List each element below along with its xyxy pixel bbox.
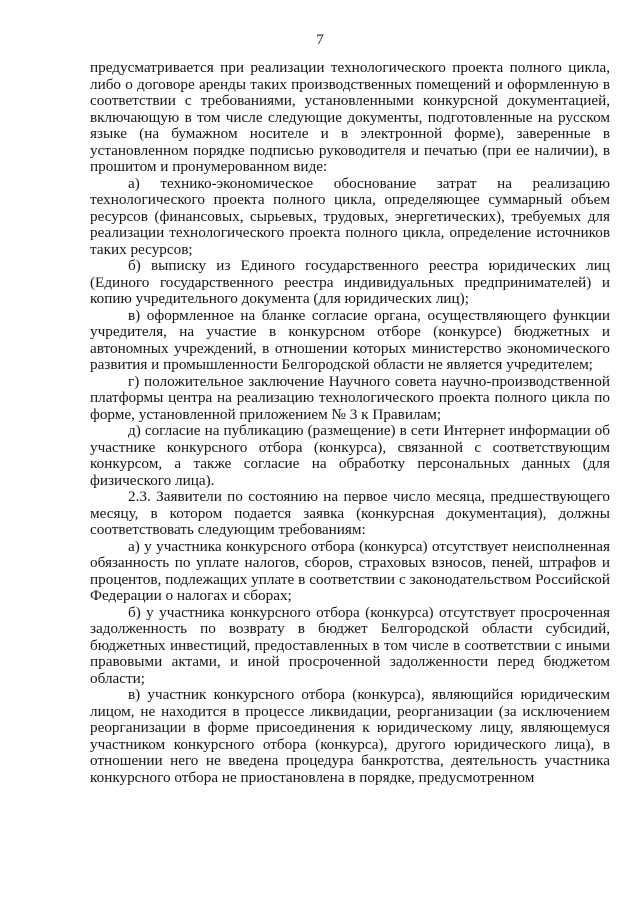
paragraph-requirement-v: в) участник конкурсного отбора (конкурса), являющийся юридическим лицом, не находится в процессе ликвидации, реорганизации (за исключением реорганизации в форме присоединения к юридическому лицу, являющемуся участником конкурсного отбора (конкурса), другого юридического лица), в отношении него не введена процедура банкротства, деятельность участника конкурсного отбора не приостановлена в порядке, предусмотренном: [90, 686, 610, 786]
paragraph-item-a: а) технико-экономическое обоснование затрат на реализацию технологического проекта полного цикла, определяющее суммарный объем ресурсов (финансовых, сырьевых, трудовых, энергетических), требуемых для реализации технологического проекта полного цикла, определение источников таких ресурсов;: [90, 174, 610, 258]
paragraph-requirement-a: а) у участника конкурсного отбора (конкурса) отсутствует неисполненная обязанность по уплате налогов, сборов, страховых взносов, пеней, штрафов и процентов, подлежащих уплате в соответствии с законодательством Российской Федерации о налогах и сборах;: [90, 537, 610, 604]
paragraph-section-2-3: 2.3. Заявители по состоянию на первое число месяца, предшествующего месяцу, в котором подается заявка (конкурсная документация), должны соответствовать следующим требованиям:: [90, 488, 610, 538]
paragraph-item-b: б) выписку из Единого государственного реестра юридических лиц (Единого государственного реестра индивидуальных предпринимателей) и копию учредительного документа (для юридических лиц);: [90, 257, 610, 307]
page-number: 7: [316, 32, 324, 48]
paragraph-requirement-b: б) у участника конкурсного отбора (конкурса) отсутствует просроченная задолженность по возврату в бюджет Белгородской области субсидий, бюджетных инвестиций, предоставленных в том числе в соответствии с иными правовыми актами, и иной просроченной задолженности перед бюджетом области;: [90, 603, 610, 687]
paragraph-continuation: предусматривается при реализации технологического проекта полного цикла, либо о договоре аренды таких производственных помещений и оформленную в соответствии с требованиями, установленными конкурсной документацией, включающую в том числе следующие документы, подготовленные на русском языке (на бумажном носителе и в электронной форме), заверенные в установленном порядке подписью руководителя и печатью (при ее наличии), в прошитом и пронумерованном виде:: [90, 59, 610, 175]
paragraph-item-d: д) согласие на публикацию (размещение) в сети Интернет информации об участнике конкурсного отбора (конкурса), связанной с соответствующим конкурсом, а также согласие на обработку персональных данных (для физического лица).: [90, 422, 610, 489]
document-body: [90, 60, 610, 786]
paragraph-item-v: в) оформленное на бланке согласие органа, осуществляющего функции учредителя, на участие в конкурсном отборе (конкурсе) бюджетных и автономных учреждений, в отношении которых министерство экономического развития и промышленности Белгородской области не является учредителем;: [90, 306, 610, 373]
paragraph-item-g: г) положительное заключение Научного совета научно-производственной платформы центра на реализацию технологического проекта полного цикла по форме, установленной приложением № 3 к Правилам;: [90, 372, 610, 423]
